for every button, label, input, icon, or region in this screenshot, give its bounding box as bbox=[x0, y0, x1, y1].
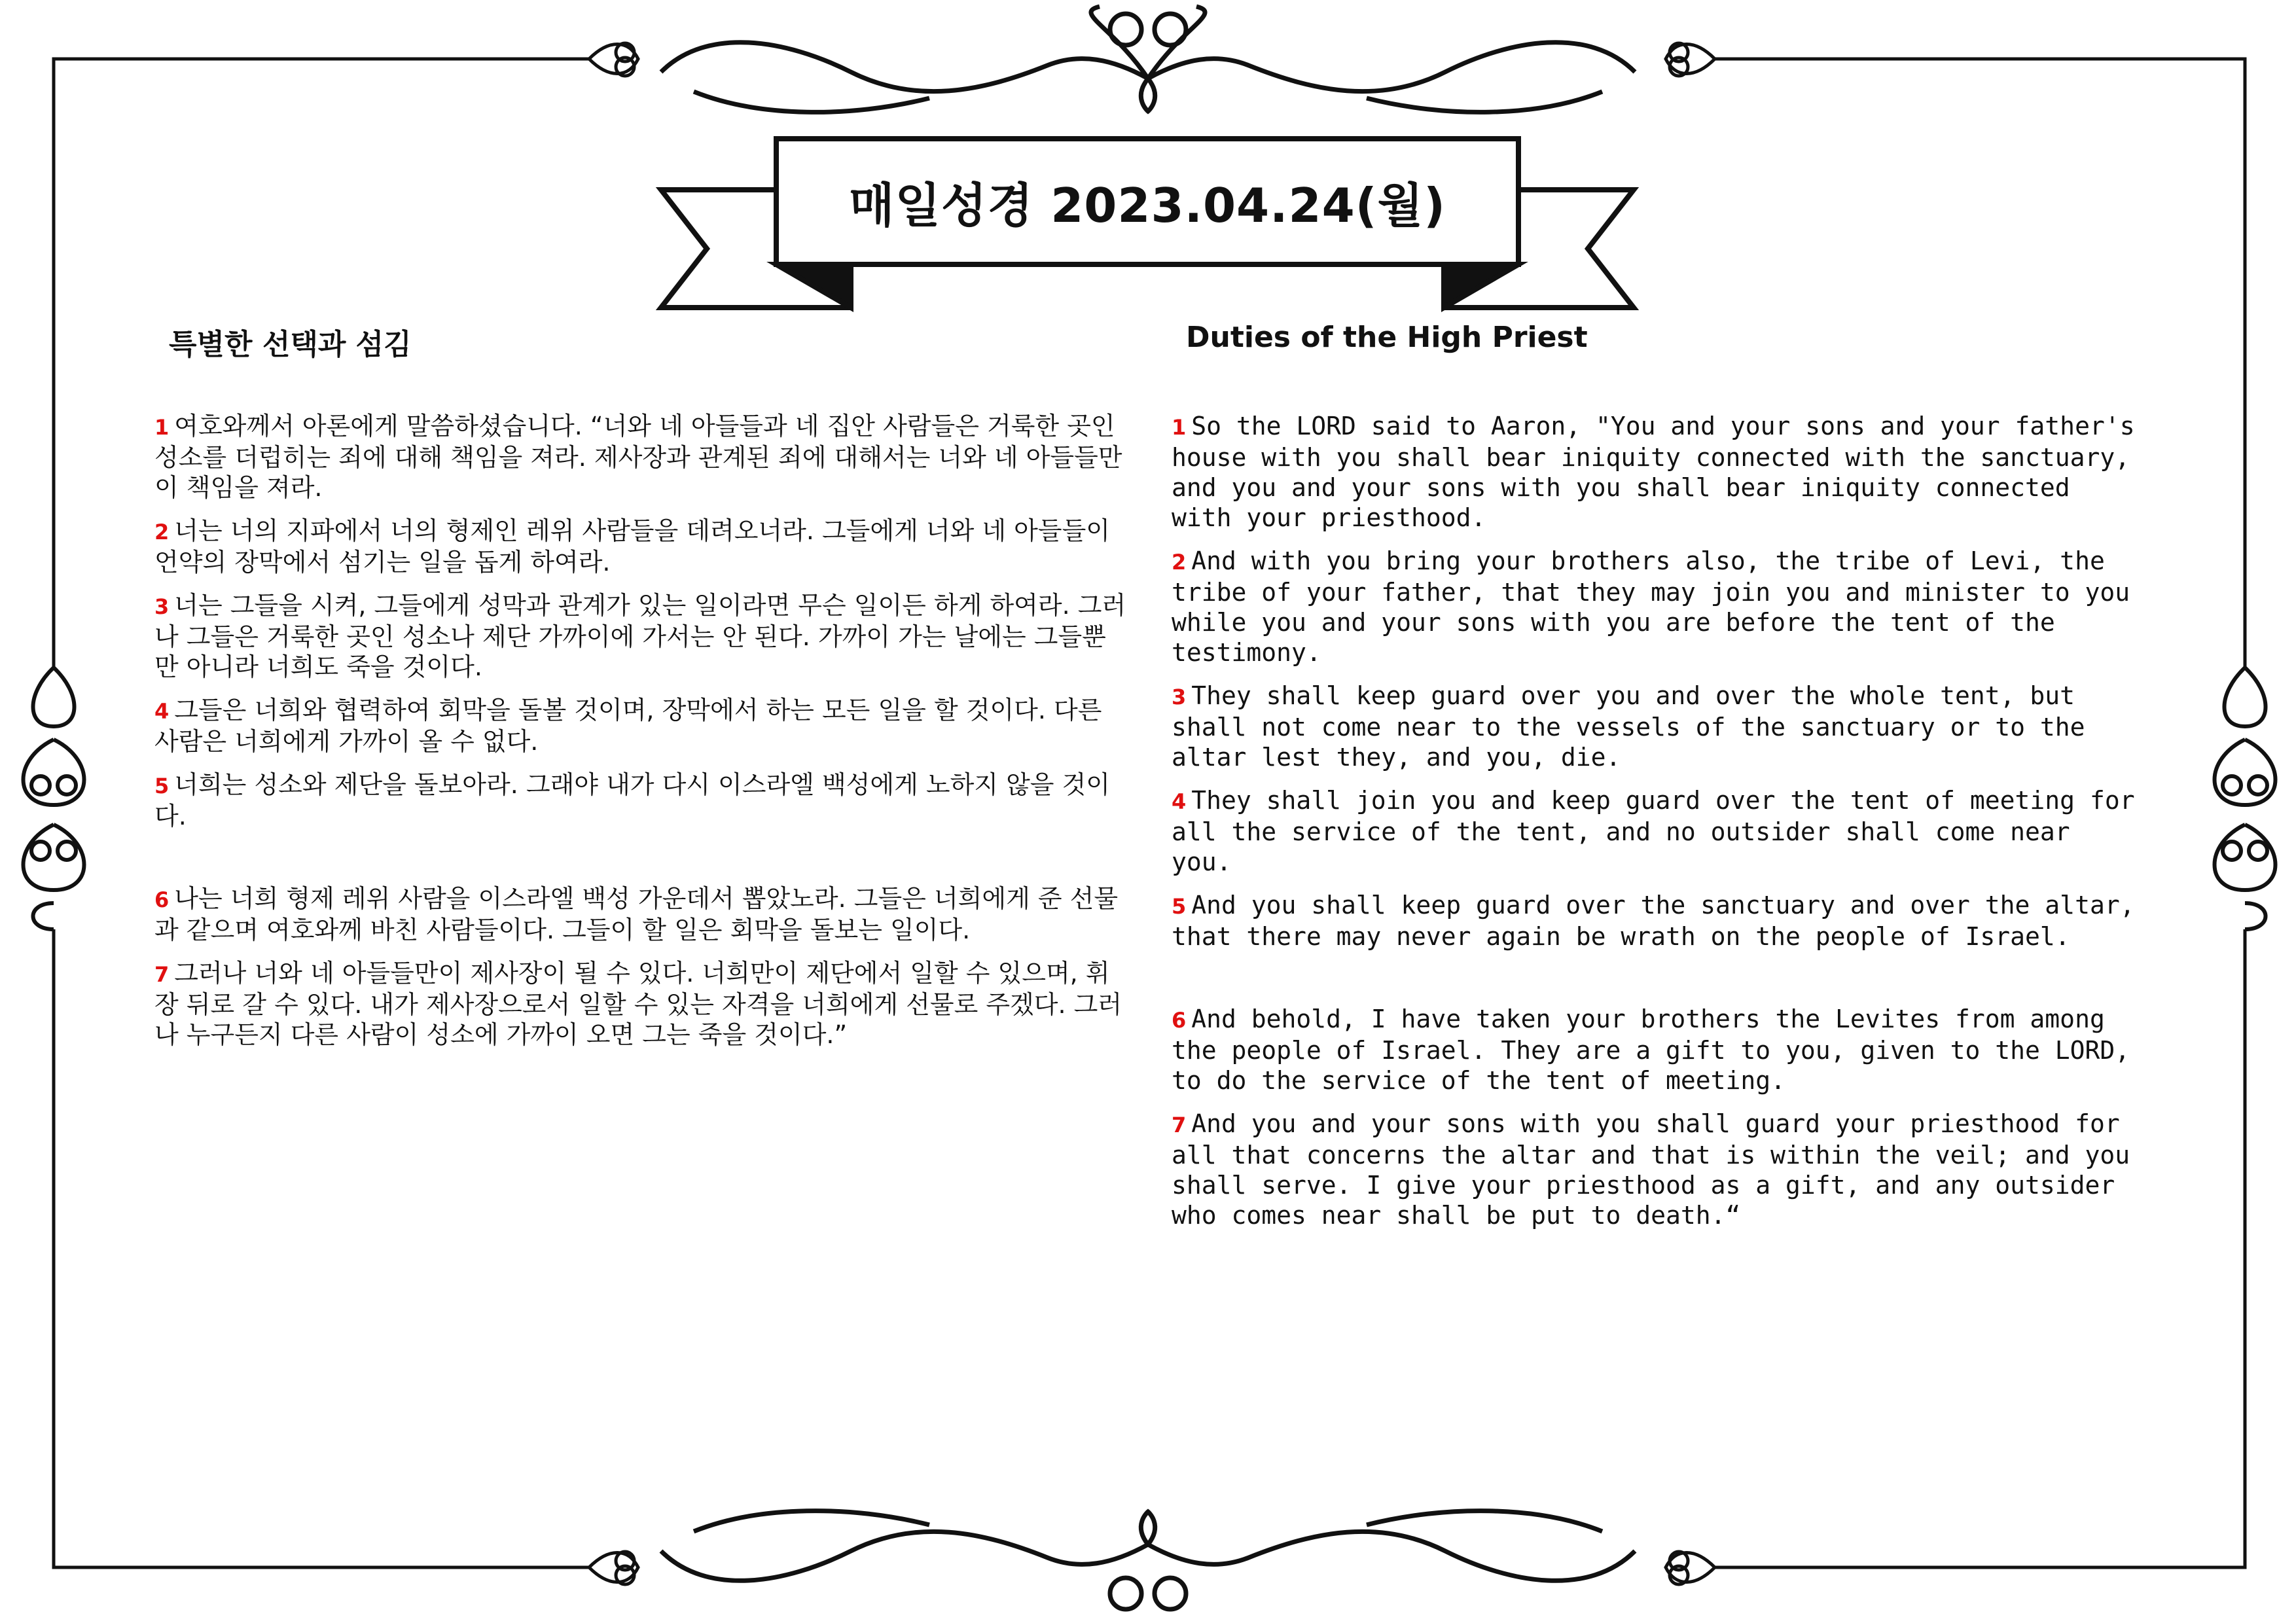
verse-text: 너는 너의 지파에서 너의 형제인 레위 사람들을 데려오너라. 그들에게 너와 네 아들들이 언약의 장막에서 섬기는 일을 돕게 하여라. bbox=[154, 516, 1110, 577]
english-section-heading: Duties of the High Priest bbox=[1186, 321, 1588, 354]
verse-number: 4 bbox=[1172, 789, 1187, 814]
verse-text: 너는 그들을 시켜, 그들에게 성막과 관계가 있는 일이라면 무슨 일이든 하게 하여라. 그러나 그들은 거룩한 곳인 성소나 제단 가까이에 가서는 안 된다. 가까이 가는 날에는 그들뿐만 아니라 너희도 죽을 것이다. bbox=[154, 591, 1126, 681]
verse-number: 1 bbox=[1172, 415, 1187, 440]
english-verse bbox=[1172, 681, 2142, 772]
english-verse bbox=[1172, 890, 2142, 952]
english-verse bbox=[1172, 785, 2142, 877]
verse-text: 그러나 너와 네 아들들만이 제사장이 될 수 있다. 너희만이 제단에서 일할 수 있으며, 휘장 뒤로 갈 수 있다. 내가 제사장으로서 일할 수 있는 자격을 너희에게 선물로 주겠다. 그러나 누구든지 다른 사람이 성소에 가까이 오면 그는 죽을 것이다.” bbox=[154, 959, 1122, 1049]
korean-verse bbox=[154, 590, 1130, 682]
verse-text: 그들은 너희와 협력하여 회막을 돌볼 것이며, 장막에서 하는 모든 일을 할 것이다. 다른 사람은 너희에게 가까이 올 수 없다. bbox=[154, 696, 1102, 756]
verse-number: 2 bbox=[154, 520, 170, 544]
verse-text: And you shall keep guard over the sanctuary and over the altar, that there may never again be wrath on the people of Israel. bbox=[1172, 891, 2135, 951]
verse-number: 5 bbox=[154, 774, 170, 798]
english-verse bbox=[1172, 1004, 2142, 1096]
top-flourish bbox=[661, 7, 1635, 112]
english-verse bbox=[1172, 546, 2142, 668]
verse-text: 여호와께서 아론에게 말씀하셨습니다. “너와 네 아들들과 네 집안 사람들은 거룩한 곳인 성소를 더럽히는 죄에 대해 책임을 져라. 제사장과 관계된 죄에 대해서는 너와 네 아들들만이 책임을 져라. bbox=[154, 412, 1122, 502]
verse-text: And with you bring your brothers also, the tribe of Levi, the tribe of your father, that they may join you and minister to you while you and your sons with you are before the tent of the testimony. bbox=[1172, 546, 2130, 667]
verse-text: And behold, I have taken your brothers the Levites from among the people of Israel. They are a gift to you, given to the LORD, to do the service of the tent of meeting. bbox=[1172, 1005, 2130, 1095]
english-passage bbox=[1172, 411, 2142, 1243]
left-side-ornament bbox=[24, 668, 84, 929]
korean-passage bbox=[154, 411, 1130, 1063]
verse-number: 5 bbox=[1172, 894, 1187, 919]
verse-number: 6 bbox=[1172, 1008, 1187, 1033]
korean-verse bbox=[154, 883, 1130, 945]
verse-text: So the LORD said to Aaron, "You and your sons and your father's house with you shall bear iniquity connected with the sanctuary, and you and your sons with you shall bear iniquity connected with your priesthood. bbox=[1172, 412, 2135, 532]
korean-verse bbox=[154, 695, 1130, 757]
verse-number: 3 bbox=[1172, 685, 1187, 709]
english-verse bbox=[1172, 411, 2142, 533]
verse-text: 너희는 성소와 제단을 돌보아라. 그래야 내가 다시 이스라엘 백성에게 노하지 않을 것이다. bbox=[154, 770, 1110, 830]
verse-number: 1 bbox=[154, 415, 170, 440]
verse-number: 7 bbox=[1172, 1113, 1187, 1137]
verse-number: 7 bbox=[154, 962, 170, 987]
verse-number: 2 bbox=[1172, 550, 1187, 575]
bottom-flourish bbox=[661, 1511, 1635, 1609]
verse-number: 6 bbox=[154, 887, 170, 912]
korean-verse bbox=[154, 516, 1130, 577]
verse-text: 나는 너희 형제 레위 사람을 이스라엘 백성 가운데서 뽑았노라. 그들은 너희에게 준 선물과 같으며 여호와께 바친 사람들이다. 그들이 할 일은 회막을 돌보는 일이다. bbox=[154, 884, 1119, 944]
verse-text: They shall keep guard over you and over the whole tent, but shall not come near to the vessels of the sanctuary or to the altar lest they, and you, die. bbox=[1172, 681, 2085, 772]
verse-text: And you and your sons with you shall guard your priesthood for all that concerns the altar and that is within the veil; and you shall serve. I give your priesthood as a gift, and any outsider who comes near shall be put to death.“ bbox=[1172, 1109, 2130, 1230]
verse-number: 3 bbox=[154, 594, 170, 619]
right-side-ornament bbox=[2215, 668, 2276, 929]
korean-verse bbox=[154, 411, 1130, 503]
verse-number: 4 bbox=[154, 699, 170, 724]
korean-verse bbox=[154, 958, 1130, 1050]
page-title: 매일성경 2023.04.24(월) bbox=[848, 178, 1446, 233]
korean-verse bbox=[154, 770, 1130, 831]
verse-text: They shall join you and keep guard over the tent of meeting for all the service of the tent, and no outsider shall come near you. bbox=[1172, 786, 2135, 876]
english-verse bbox=[1172, 1109, 2142, 1230]
korean-section-heading: 특별한 선택과 섬김 bbox=[169, 328, 412, 361]
